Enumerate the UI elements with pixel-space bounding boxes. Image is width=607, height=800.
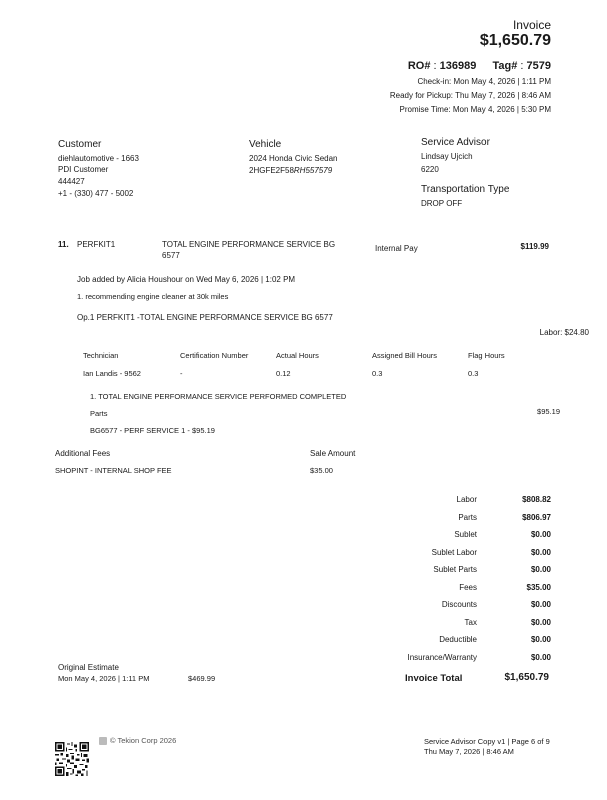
document-title: Invoice bbox=[512, 18, 551, 32]
totals-value: $806.97 bbox=[522, 512, 551, 522]
totals-row bbox=[407, 544, 551, 562]
job-amount: $119.99 bbox=[520, 242, 549, 251]
tech-header-assigned-hours: Assigned Bill Hours bbox=[372, 351, 438, 360]
vehicle-vin bbox=[249, 166, 332, 175]
promise-time: Promise Time: Mon May 4, 2026 | 5:30 PM bbox=[399, 105, 551, 114]
ready-for-pickup-time: Ready for Pickup: Thu May 7, 2026 | 8:46 AM bbox=[389, 91, 551, 100]
totals-row bbox=[407, 561, 551, 579]
service-story: 1. TOTAL ENGINE PERFORMANCE SERVICE PERFORMED COMPLETED bbox=[90, 392, 347, 401]
service-advisor-number: 6220 bbox=[421, 165, 439, 174]
tag-number: 7579 bbox=[526, 60, 551, 72]
totals-label: Labor bbox=[456, 495, 477, 505]
parts-amount: $95.19 bbox=[537, 407, 560, 416]
vin-suffix: RH557579 bbox=[293, 166, 333, 175]
footer-printed-time: Thu May 7, 2026 | 8:46 AM bbox=[424, 747, 514, 756]
tag-label: Tag# bbox=[492, 60, 518, 72]
totals-label: Sublet Parts bbox=[433, 565, 477, 575]
job-pay-type: Internal Pay bbox=[375, 244, 418, 253]
totals-value: $808.82 bbox=[522, 495, 551, 505]
vin-prefix: 2HGFE2F58 bbox=[249, 166, 294, 175]
original-estimate-amount: $469.99 bbox=[188, 674, 216, 683]
customer-type: PDI Customer bbox=[58, 165, 109, 174]
qr-code-icon bbox=[55, 742, 89, 776]
job-number: 11. bbox=[58, 240, 69, 249]
customer-name: diehlautomotive - 1663 bbox=[58, 154, 139, 163]
tech-row-certification: - bbox=[180, 369, 183, 378]
totals-value: $35.00 bbox=[526, 582, 551, 592]
totals-label: Deductible bbox=[439, 635, 477, 645]
totals-value: $0.00 bbox=[530, 617, 551, 627]
vehicle-description: 2024 Honda Civic Sedan bbox=[249, 154, 338, 163]
invoice-total-header: $1,650.79 bbox=[479, 32, 551, 49]
customer-phone: +1 - (330) 477 - 5002 bbox=[58, 189, 134, 198]
totals-label: Discounts bbox=[441, 600, 477, 610]
totals-label: Insurance/Warranty bbox=[407, 652, 477, 662]
totals-row bbox=[407, 526, 551, 544]
tech-row-technician: Ian Landis - 9562 bbox=[83, 369, 141, 378]
totals-value: $0.00 bbox=[530, 652, 551, 662]
tech-header-certification: Certification Number bbox=[180, 351, 249, 360]
totals-table bbox=[407, 491, 551, 666]
ro-number: 136989 bbox=[439, 60, 477, 72]
customer-id: 444427 bbox=[58, 177, 85, 186]
labor-total: Labor: $24.80 bbox=[539, 328, 589, 337]
totals-row bbox=[407, 596, 551, 614]
totals-row bbox=[407, 631, 551, 649]
service-advisor-name: Lindsay Ujcich bbox=[421, 152, 473, 161]
transportation-title: Transportation Type bbox=[421, 184, 510, 195]
footer-copyright: © Tekion Corp 2026 bbox=[110, 736, 177, 745]
totals-label: Parts bbox=[458, 512, 477, 522]
tech-header-technician: Technician bbox=[83, 351, 119, 360]
totals-value: $0.00 bbox=[530, 547, 551, 557]
tech-row-actual-hours: 0.12 bbox=[276, 369, 291, 378]
job-added-by: Job added by Alicia Houshour on Wed May 6, 2026 | 1:02 PM bbox=[77, 275, 296, 284]
tekion-logo-icon bbox=[99, 737, 107, 745]
totals-row bbox=[407, 509, 551, 527]
sale-amount-title: Sale Amount bbox=[310, 449, 356, 458]
invoice-total-value: $1,650.79 bbox=[504, 672, 549, 683]
parts-label: Parts bbox=[90, 409, 108, 418]
ro-label: RO# bbox=[407, 60, 431, 72]
totals-label: Sublet Labor bbox=[431, 547, 477, 557]
ro-tag-line: RO# : 136989 Tag# : 7579 bbox=[407, 60, 551, 72]
fee-amount: $35.00 bbox=[310, 466, 333, 475]
job-code: PERFKIT1 bbox=[77, 240, 116, 249]
totals-value: $0.00 bbox=[530, 565, 551, 575]
customer-title: Customer bbox=[58, 139, 102, 150]
tech-header-actual-hours: Actual Hours bbox=[276, 351, 319, 360]
service-advisor-title: Service Advisor bbox=[421, 137, 490, 148]
job-description-line1: TOTAL ENGINE PERFORMANCE SERVICE BG bbox=[162, 240, 336, 249]
totals-row bbox=[407, 614, 551, 632]
job-description-line2: 6577 bbox=[162, 251, 180, 260]
part-line: BG6577 - PERF SERVICE 1 - $95.19 bbox=[90, 426, 215, 435]
tech-header-flag-hours: Flag Hours bbox=[468, 351, 505, 360]
tech-row-assigned-hours: 0.3 bbox=[372, 369, 383, 378]
totals-label: Tax bbox=[464, 617, 477, 627]
totals-value: $0.00 bbox=[530, 600, 551, 610]
totals-label: Fees bbox=[459, 582, 477, 592]
totals-value: $0.00 bbox=[530, 635, 551, 645]
vehicle-title: Vehicle bbox=[249, 139, 282, 150]
totals-label: Sublet bbox=[454, 530, 477, 540]
job-note: 1. recommending engine cleaner at 30k miles bbox=[77, 292, 229, 301]
transportation-value: DROP OFF bbox=[421, 199, 463, 208]
tech-row-flag-hours: 0.3 bbox=[468, 369, 479, 378]
check-in-time: Check-in: Mon May 4, 2026 | 1:11 PM bbox=[417, 77, 551, 86]
invoice-total-label: Invoice Total bbox=[405, 673, 463, 684]
additional-fees-title: Additional Fees bbox=[55, 449, 111, 458]
original-estimate-title: Original Estimate bbox=[58, 663, 119, 672]
totals-value: $0.00 bbox=[530, 530, 551, 540]
fee-name: SHOPINT - INTERNAL SHOP FEE bbox=[55, 466, 172, 475]
totals-row bbox=[407, 579, 551, 597]
footer-copy-info: Service Advisor Copy v1 | Page 6 of 9 bbox=[424, 737, 550, 746]
operation-line: Op.1 PERFKIT1 -TOTAL ENGINE PERFORMANCE SERVICE BG 6577 bbox=[77, 313, 333, 322]
totals-row bbox=[407, 491, 551, 509]
totals-row bbox=[407, 649, 551, 667]
original-estimate-date: Mon May 4, 2026 | 1:11 PM bbox=[58, 674, 150, 683]
